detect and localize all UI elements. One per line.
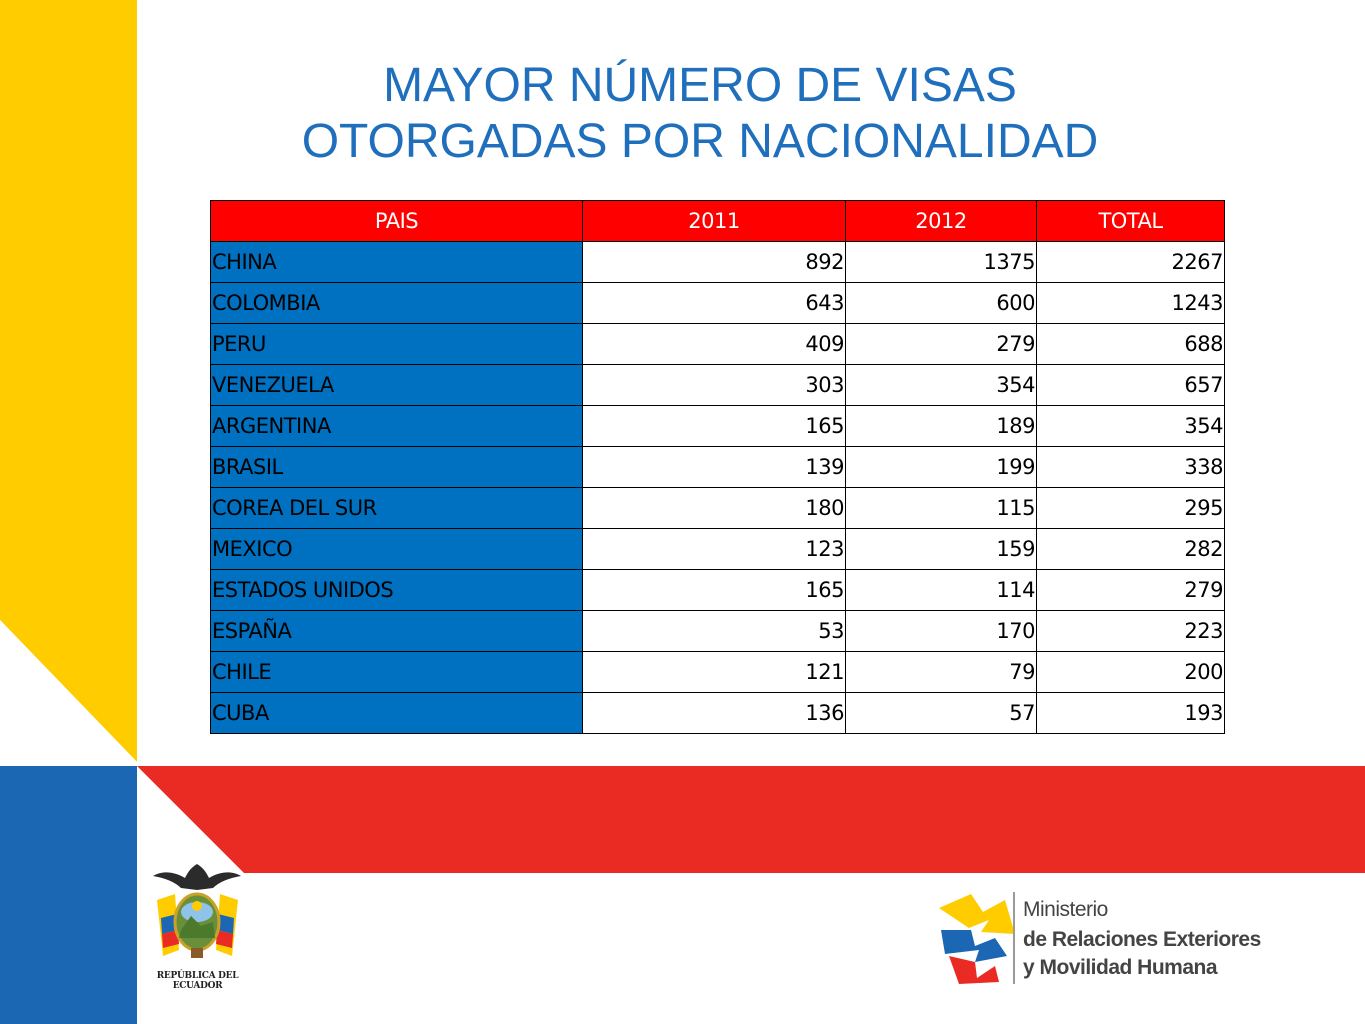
country-cell: CHINA xyxy=(211,242,583,283)
header-2011: 2011 xyxy=(583,201,846,242)
total-cell: 279 xyxy=(1037,570,1225,611)
value-2012-cell: 354 xyxy=(846,365,1037,406)
country-cell: VENEZUELA xyxy=(211,365,583,406)
header-pais: PAIS xyxy=(211,201,583,242)
total-cell: 295 xyxy=(1037,488,1225,529)
title-line-2: OTORGADAS POR NACIONALIDAD xyxy=(301,115,1099,168)
table-row xyxy=(211,447,1225,488)
table-row xyxy=(211,242,1225,283)
country-cell: CUBA xyxy=(211,693,583,734)
total-cell: 354 xyxy=(1037,406,1225,447)
visas-table xyxy=(210,200,1225,734)
coat-of-arms-logo xyxy=(135,860,260,990)
total-cell: 193 xyxy=(1037,693,1225,734)
red-band xyxy=(137,766,1365,873)
table-row xyxy=(211,652,1225,693)
value-2012-cell: 115 xyxy=(846,488,1037,529)
blue-band xyxy=(0,766,137,1024)
value-2012-cell: 199 xyxy=(846,447,1037,488)
value-2012-cell: 114 xyxy=(846,570,1037,611)
table-row xyxy=(211,324,1225,365)
value-2011-cell: 165 xyxy=(583,406,846,447)
table-row xyxy=(211,570,1225,611)
title-line-1: MAYOR NÚMERO DE VISAS xyxy=(383,59,1017,112)
total-cell: 200 xyxy=(1037,652,1225,693)
value-2012-cell: 600 xyxy=(846,283,1037,324)
country-cell: ESTADOS UNIDOS xyxy=(211,570,583,611)
ministry-name-line-3: y Movilidad Humana xyxy=(1023,956,1218,979)
value-2012-cell: 1375 xyxy=(846,242,1037,283)
country-cell: MEXICO xyxy=(211,529,583,570)
total-cell: 1243 xyxy=(1037,283,1225,324)
table-row xyxy=(211,365,1225,406)
ministry-divider xyxy=(1013,892,1017,984)
value-2012-cell: 79 xyxy=(846,652,1037,693)
country-cell: COLOMBIA xyxy=(211,283,583,324)
value-2011-cell: 165 xyxy=(583,570,846,611)
ministry-name-line-1: Ministerio xyxy=(1023,898,1108,921)
country-cell: COREA DEL SUR xyxy=(211,488,583,529)
table-row xyxy=(211,283,1225,324)
ministry-name-line-2: de Relaciones Exteriores xyxy=(1023,928,1261,951)
total-cell: 2267 xyxy=(1037,242,1225,283)
value-2012-cell: 189 xyxy=(846,406,1037,447)
total-cell: 223 xyxy=(1037,611,1225,652)
value-2011-cell: 136 xyxy=(583,693,846,734)
table-row xyxy=(211,488,1225,529)
table-header-row xyxy=(211,201,1225,242)
country-cell: BRASIL xyxy=(211,447,583,488)
value-2011-cell: 180 xyxy=(583,488,846,529)
value-2011-cell: 409 xyxy=(583,324,846,365)
value-2011-cell: 892 xyxy=(583,242,846,283)
total-cell: 688 xyxy=(1037,324,1225,365)
country-cell: ESPAÑA xyxy=(211,611,583,652)
country-cell: ARGENTINA xyxy=(211,406,583,447)
coat-of-arms-icon xyxy=(135,860,260,970)
value-2012-cell: 279 xyxy=(846,324,1037,365)
value-2012-cell: 57 xyxy=(846,693,1037,734)
total-cell: 657 xyxy=(1037,365,1225,406)
value-2012-cell: 159 xyxy=(846,529,1037,570)
country-cell: PERU xyxy=(211,324,583,365)
table-row xyxy=(211,611,1225,652)
coat-of-arms-caption: REPÚBLICA DEL ECUADOR xyxy=(156,971,239,991)
ministry-arrow-icon xyxy=(935,890,1020,985)
page-title xyxy=(200,58,1200,170)
value-2011-cell: 303 xyxy=(583,365,846,406)
value-2011-cell: 123 xyxy=(583,529,846,570)
header-2012: 2012 xyxy=(846,201,1037,242)
country-cell: CHILE xyxy=(211,652,583,693)
ministry-logo xyxy=(935,890,1261,990)
value-2011-cell: 53 xyxy=(583,611,846,652)
value-2012-cell: 170 xyxy=(846,611,1037,652)
header-total: TOTAL xyxy=(1037,201,1225,242)
value-2011-cell: 121 xyxy=(583,652,846,693)
value-2011-cell: 139 xyxy=(583,447,846,488)
table-row xyxy=(211,406,1225,447)
table-row xyxy=(211,693,1225,734)
table-row xyxy=(211,529,1225,570)
total-cell: 282 xyxy=(1037,529,1225,570)
value-2011-cell: 643 xyxy=(583,283,846,324)
total-cell: 338 xyxy=(1037,447,1225,488)
